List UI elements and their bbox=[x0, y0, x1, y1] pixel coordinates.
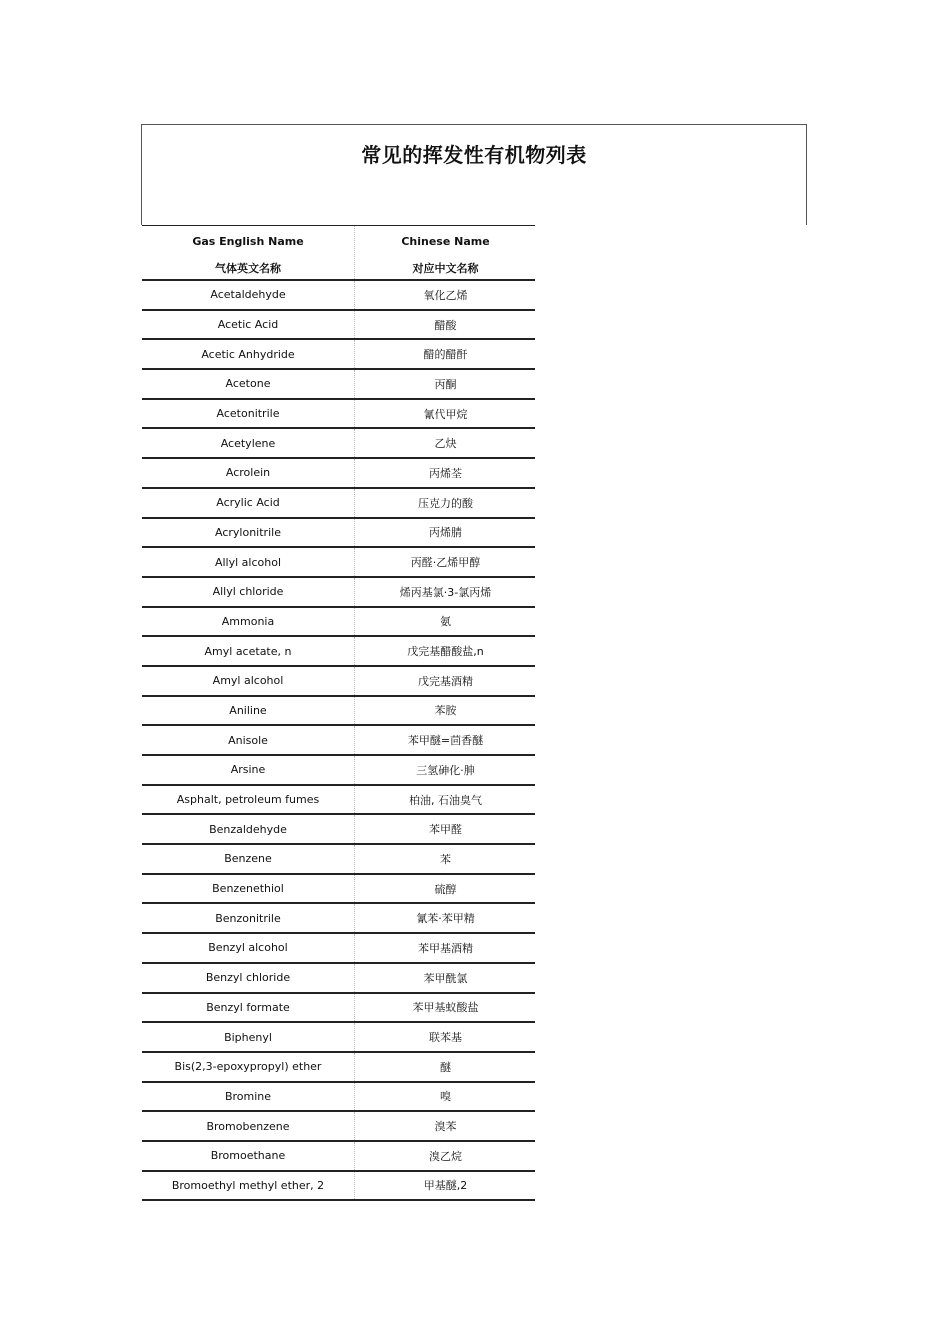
chinese-name-cell: 苯 bbox=[354, 845, 536, 873]
chinese-name-cell: 苯甲基酒精 bbox=[354, 934, 536, 962]
english-name-cell: Ammonia bbox=[221, 614, 275, 628]
chinese-name-cell: 硫醇 bbox=[354, 875, 536, 903]
header-chinese-column bbox=[354, 226, 536, 279]
chinese-name-cell: 联苯基 bbox=[354, 1023, 536, 1051]
english-name-cell: Acetic Anhydride bbox=[201, 347, 295, 361]
table-row bbox=[142, 934, 535, 964]
chinese-name-cell: 氧化乙烯 bbox=[354, 281, 536, 309]
chinese-name-cell: 溴苯 bbox=[354, 1112, 536, 1140]
english-name-cell: Bromine bbox=[224, 1089, 272, 1103]
english-name-cell: Benzonitrile bbox=[215, 911, 281, 925]
table-row bbox=[142, 697, 535, 727]
chinese-name-cell: 丙酮 bbox=[354, 370, 536, 398]
english-name-cell: Bromobenzene bbox=[206, 1119, 290, 1133]
chinese-name-cell: 苯甲醚=茴香醚 bbox=[354, 726, 536, 754]
chinese-name-cell: 醋的醋酐 bbox=[354, 340, 536, 368]
chinese-name-cell: 丙烯荃 bbox=[354, 459, 536, 487]
chinese-name-cell: 烯丙基氯·3-氯丙烯 bbox=[354, 578, 536, 606]
english-name-cell: Arsine bbox=[230, 763, 266, 777]
chinese-name-cell: 甲基醚,2 bbox=[354, 1172, 536, 1200]
english-name-cell: Bromoethyl methyl ether, 2 bbox=[171, 1178, 325, 1192]
english-name-cell: Acetylene bbox=[220, 436, 276, 450]
table-header bbox=[142, 225, 535, 281]
table-row bbox=[142, 756, 535, 786]
english-name-cell: Benzaldehyde bbox=[209, 822, 287, 836]
table-row bbox=[142, 667, 535, 697]
table-row bbox=[142, 311, 535, 341]
table-row bbox=[142, 429, 535, 459]
english-name-cell: Allyl alcohol bbox=[214, 555, 282, 569]
table-row bbox=[142, 875, 535, 905]
english-name-cell: Acrylonitrile bbox=[215, 525, 281, 539]
english-name-cell: Benzyl formate bbox=[206, 1000, 290, 1014]
table-row bbox=[142, 726, 535, 756]
table-row bbox=[142, 578, 535, 608]
table-row bbox=[142, 519, 535, 549]
header-chinese-name-zh: 对应中文名称 bbox=[412, 262, 479, 275]
table-row bbox=[142, 608, 535, 638]
table-row bbox=[142, 637, 535, 667]
chinese-name-cell: 压克力的酸 bbox=[354, 489, 536, 517]
english-name-cell: Biphenyl bbox=[224, 1030, 272, 1044]
chinese-name-cell: 丙醛·乙烯甲醇 bbox=[354, 548, 536, 576]
chinese-name-cell: 氨 bbox=[354, 608, 536, 636]
english-name-cell: Benzene bbox=[224, 852, 272, 866]
english-name-cell: Benzenethiol bbox=[212, 882, 284, 896]
table-row bbox=[142, 815, 535, 845]
chinese-name-cell: 苯甲醛 bbox=[354, 815, 536, 843]
english-name-cell: Acetaldehyde bbox=[210, 288, 286, 302]
table-row bbox=[142, 340, 535, 370]
english-name-cell: Amyl alcohol bbox=[212, 674, 284, 688]
chinese-name-cell: 醚 bbox=[354, 1053, 536, 1081]
table-body bbox=[142, 281, 535, 1201]
english-name-cell: Benzyl chloride bbox=[205, 971, 291, 985]
table-row bbox=[142, 1172, 535, 1202]
table-row bbox=[142, 994, 535, 1024]
chinese-name-cell: 柏油, 石油臭气 bbox=[354, 786, 536, 814]
english-name-cell: Anisole bbox=[228, 733, 268, 747]
chinese-name-cell: 苯甲酰氯 bbox=[354, 964, 536, 992]
table-row bbox=[142, 459, 535, 489]
table-row bbox=[142, 1112, 535, 1142]
english-name-cell: Acrylic Acid bbox=[216, 496, 280, 510]
chinese-name-cell: 溴乙烷 bbox=[354, 1142, 536, 1170]
table-row bbox=[142, 1053, 535, 1083]
chinese-name-cell: 苯甲基蚁酸盐 bbox=[354, 994, 536, 1022]
table-row bbox=[142, 548, 535, 578]
chinese-name-cell: 苯胺 bbox=[354, 697, 536, 725]
header-chinese-name: Chinese Name bbox=[401, 235, 490, 248]
chinese-name-cell: 戊完基酒精 bbox=[354, 667, 536, 695]
voc-table bbox=[142, 225, 535, 1201]
english-name-cell: Acetic Acid bbox=[217, 318, 279, 332]
table-row bbox=[142, 786, 535, 816]
chinese-name-cell: 嗅 bbox=[354, 1083, 536, 1111]
table-row bbox=[142, 1142, 535, 1172]
english-name-cell: Acetonitrile bbox=[216, 407, 280, 421]
table-row bbox=[142, 1023, 535, 1053]
table-row bbox=[142, 964, 535, 994]
table-row bbox=[142, 845, 535, 875]
header-english-column bbox=[142, 226, 354, 279]
header-english-name: Gas English Name bbox=[192, 235, 304, 248]
table-row bbox=[142, 400, 535, 430]
english-name-cell: Benzyl alcohol bbox=[208, 941, 288, 955]
header-english-name-zh: 气体英文名称 bbox=[215, 262, 281, 275]
table-row bbox=[142, 281, 535, 311]
english-name-cell: Bis(2,3-epoxypropyl) ether bbox=[174, 1060, 322, 1074]
table-row bbox=[142, 489, 535, 519]
chinese-name-cell: 戊完基醋酸盐,n bbox=[354, 637, 536, 665]
chinese-name-cell: 乙炔 bbox=[354, 429, 536, 457]
english-name-cell: Amyl acetate, n bbox=[204, 644, 292, 658]
table-row bbox=[142, 904, 535, 934]
english-name-cell: Bromoethane bbox=[210, 1149, 286, 1163]
english-name-cell: Aniline bbox=[229, 703, 267, 717]
chinese-name-cell: 氰代甲烷 bbox=[354, 400, 536, 428]
page-title: 常见的挥发性有机物列表 bbox=[361, 143, 587, 167]
english-name-cell: Allyl chloride bbox=[212, 585, 284, 599]
chinese-name-cell: 三氢砷化·胂 bbox=[354, 756, 536, 784]
chinese-name-cell: 醋酸 bbox=[354, 311, 536, 339]
title-box bbox=[141, 124, 807, 225]
table-row bbox=[142, 370, 535, 400]
chinese-name-cell: 丙烯腈 bbox=[354, 519, 536, 547]
english-name-cell: Acetone bbox=[225, 377, 271, 391]
english-name-cell: Asphalt, petroleum fumes bbox=[176, 793, 320, 807]
english-name-cell: Acrolein bbox=[225, 466, 271, 480]
chinese-name-cell: 氰苯·苯甲精 bbox=[354, 904, 536, 932]
table-row bbox=[142, 1083, 535, 1113]
